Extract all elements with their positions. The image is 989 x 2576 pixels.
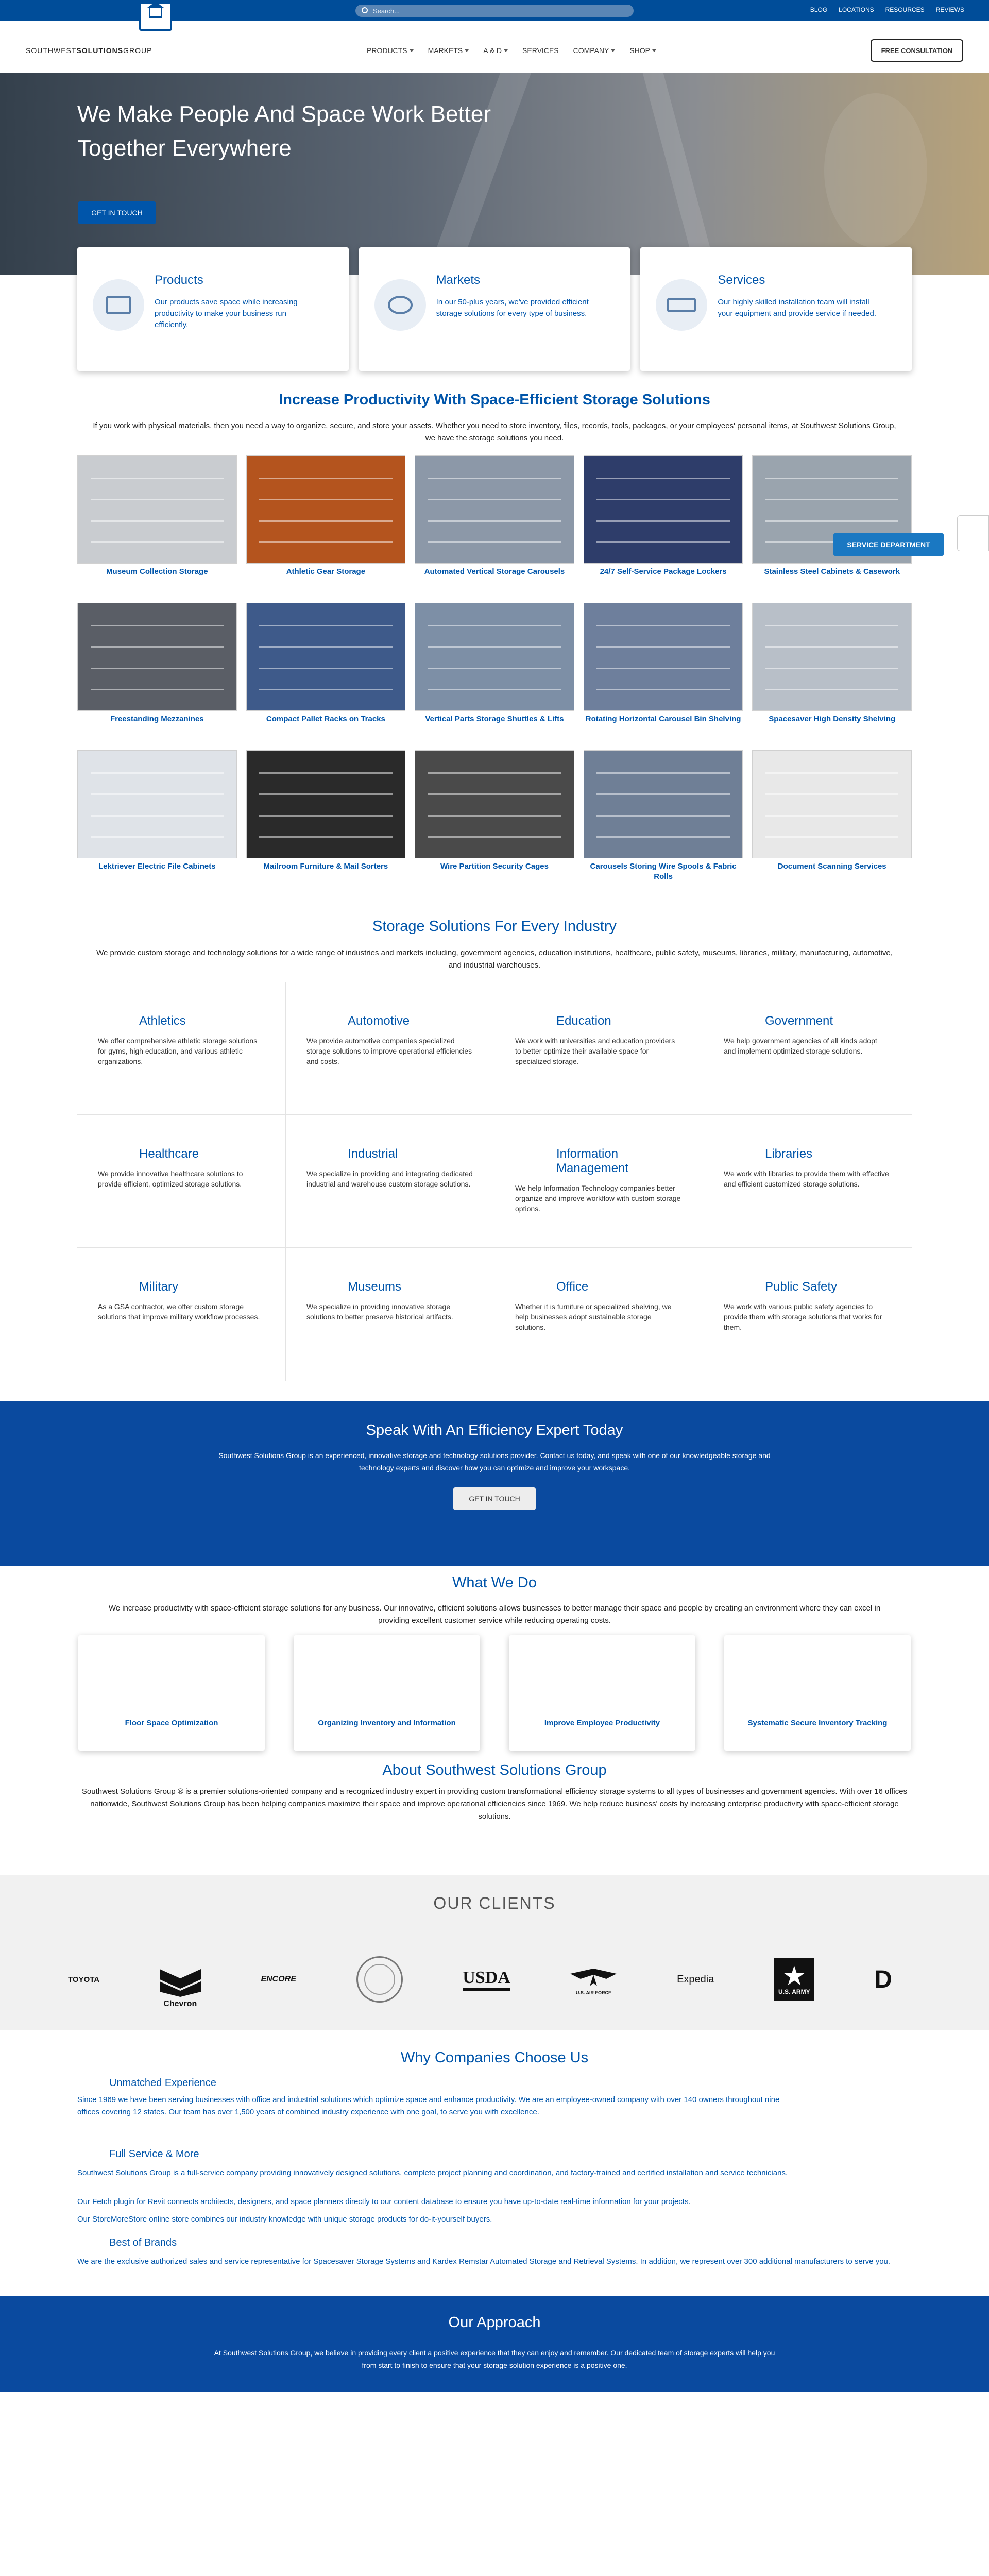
why-text-experience: Since 1969 we have been serving businesses with office and industrial solutions which optimize space and enhance productivity. We are an employee-owned company with over 140 owners throughout nine offices covering 12 states. Our team has over 1,500 years of combined industry experience with one goal, to serve you with excellence.	[77, 2095, 780, 2116]
industry-card[interactable]	[77, 1248, 286, 1381]
product-tile[interactable]	[77, 455, 237, 591]
shelf-line	[91, 541, 224, 543]
blog-link[interactable]: BLOG	[810, 6, 828, 13]
product-tile[interactable]	[246, 750, 406, 886]
productivity-text: If you work with physical materials, then you need a way to organize, secure, and store your assets. Whether you need to store inventory, files, records, tools, packages, or your employees' personal items, at Southwest Solutions Group, we have the storage solutions you need.	[93, 421, 896, 443]
shelf-line	[428, 625, 561, 626]
feature-cards	[77, 247, 912, 371]
shelf-line	[91, 689, 224, 690]
nav-label: A & D	[483, 46, 502, 55]
feature-card-products[interactable]	[77, 247, 349, 371]
industry-title: Automotive	[348, 1014, 410, 1028]
client-logo-usda: USDA	[463, 1968, 510, 1991]
approach-band	[0, 2296, 989, 2392]
seal-logo-icon	[356, 1956, 403, 2003]
product-title[interactable]: Athletic Gear Storage	[286, 567, 366, 576]
shelf-line	[91, 668, 224, 669]
industry-text: We work with various public safety agencies to provide them with storage solutions that works for them.	[724, 1302, 882, 1331]
brand-part-bold: SOLUTIONS	[76, 46, 124, 55]
reviews-link[interactable]: REVIEWS	[935, 6, 964, 13]
shelf-line	[91, 815, 224, 817]
industry-text: Whether it is furniture or specialized shelving, we help businesses adopt sustainable storage solutions.	[515, 1302, 672, 1331]
product-image	[584, 603, 743, 711]
why-heading-experience: Unmatched Experience	[109, 2077, 216, 2089]
about-title: About Southwest Solutions Group	[382, 1762, 607, 1778]
shelf-line	[91, 499, 224, 500]
chevron-down-icon	[652, 49, 656, 52]
expert-band	[0, 1401, 989, 1566]
brand-part: SOUTHWEST	[26, 46, 77, 55]
industry-title: Public Safety	[765, 1280, 838, 1294]
why-heading-full-service: Full Service & More	[109, 2148, 199, 2160]
nav-shop[interactable]	[629, 46, 656, 55]
what-we-do-text: We increase productivity with space-efficient storage solutions for any business. Our innovative, efficient solutions allows businesses to better manage their space and people by creating an environment where they can excel in providing excellent customer service while reducing operating costs.	[108, 1604, 881, 1625]
industry-icon	[515, 1033, 546, 1064]
shelf-line	[91, 625, 224, 626]
industry-card[interactable]	[286, 982, 494, 1115]
search-input[interactable]	[373, 7, 620, 15]
shelf-line	[428, 772, 561, 774]
industry-card[interactable]	[494, 982, 703, 1115]
product-title[interactable]: Lektriever Electric File Cabinets	[98, 862, 216, 871]
product-tile[interactable]	[752, 603, 912, 739]
chevron-logo-icon	[160, 1951, 201, 1997]
truck-icon	[656, 279, 707, 331]
feature-text: In our 50-plus years, we've provided efficient storage solutions for every type of business.	[436, 298, 589, 318]
product-tile[interactable]	[246, 603, 406, 739]
what-card-label: Organizing Inventory and Information	[318, 1719, 456, 1727]
product-image	[584, 750, 743, 858]
industry-title: Military	[139, 1280, 178, 1294]
industry-icon	[98, 1033, 129, 1064]
product-title[interactable]: Stainless Steel Cabinets & Casework	[764, 567, 900, 576]
product-title[interactable]: Museum Collection Storage	[106, 567, 208, 576]
industry-card[interactable]	[703, 1115, 912, 1248]
industry-title: Government	[765, 1014, 833, 1028]
industry-card[interactable]	[286, 1115, 494, 1248]
brand-part: GROUP	[123, 46, 152, 55]
client-logo-army	[774, 1958, 814, 2001]
shelf-line	[259, 772, 392, 774]
product-image	[752, 750, 912, 858]
industry-title: Athletics	[139, 1014, 186, 1028]
industry-title: Healthcare	[139, 1147, 199, 1161]
house-logo-icon	[149, 8, 162, 18]
why-text-storemore: Our StoreMoreStore online store combines our industry knowledge with unique storage products for do-it-yourself buyers.	[77, 2215, 492, 2224]
client-logo-air-force	[570, 1963, 617, 1995]
industry-text: We specialize in providing and integrating dedicated industrial and warehouse custom storage solutions.	[306, 1170, 473, 1188]
shelf-line	[259, 478, 392, 479]
shelf-line	[596, 646, 729, 648]
hero-image-beam	[642, 73, 717, 275]
clients-section	[0, 1875, 989, 2030]
shelf-line	[765, 646, 898, 648]
industry-text: We provide automotive companies specialized storage solutions to improve operational efficiencies and costs.	[306, 1037, 472, 1065]
nav-label: COMPANY	[573, 46, 609, 55]
shelf-line	[259, 541, 392, 543]
shelf-line	[765, 520, 898, 522]
product-image	[246, 603, 406, 711]
hero-title: We Make People And Space Work Better Together Everywhere	[77, 101, 491, 161]
industry-text: We work with universities and education providers to better optimize their available space for specialized storage.	[515, 1037, 675, 1065]
shelf-line	[596, 836, 729, 838]
why-text-brands: We are the exclusive authorized sales and service representative for Spacesaver Storage Systems and Kardex Remstar Automated Storage and Retrieval Systems. In addition, we represent over 300 additional manufacturers to serve you.	[77, 2257, 891, 2266]
resources-link[interactable]: RESOURCES	[885, 6, 925, 13]
product-title[interactable]: Mailroom Furniture & Mail Sorters	[263, 862, 388, 871]
product-tile[interactable]	[77, 603, 237, 739]
industry-title: Education	[556, 1014, 611, 1028]
product-title[interactable]: Carousels Storing Wire Spools & Fabric Rolls	[590, 862, 737, 881]
what-we-do-title: What We Do	[452, 1574, 537, 1591]
client-logo-seal	[356, 1956, 403, 2003]
shelf-line	[428, 499, 561, 500]
industry-text: We help government agencies of all kinds adopt and implement optimized storage solutions.	[724, 1037, 877, 1055]
industry-text: We work with libraries to provide them with effective and efficient customized storage solutions.	[724, 1170, 889, 1188]
shelf-line	[596, 520, 729, 522]
industry-icon	[515, 1299, 546, 1330]
industry-icon	[515, 1166, 546, 1197]
product-image	[246, 750, 406, 858]
why-title: Why Companies Choose Us	[400, 2049, 589, 2066]
what-card[interactable]	[294, 1635, 480, 1751]
shelf-line	[428, 836, 561, 838]
industry-text: As a GSA contractor, we offer custom storage solutions that improve military workflow processes.	[98, 1302, 260, 1321]
what-card[interactable]	[724, 1635, 911, 1751]
shelf-line	[259, 815, 392, 817]
client-logo-expedia: Expedia	[677, 1973, 714, 1985]
shelf-line	[259, 499, 392, 500]
product-title[interactable]: Spacesaver High Density Shelving	[769, 715, 896, 723]
nav-label: PRODUCTS	[367, 46, 407, 55]
what-card[interactable]	[78, 1635, 265, 1751]
chevron-down-icon	[504, 49, 508, 52]
product-title[interactable]: Automated Vertical Storage Carousels	[424, 567, 565, 576]
shelf-line	[428, 541, 561, 543]
product-tile[interactable]	[246, 455, 406, 591]
shelf-line	[765, 668, 898, 669]
product-title[interactable]: 24/7 Self-Service Package Lockers	[600, 567, 727, 576]
industry-title: Industrial	[348, 1147, 398, 1161]
shelf-line	[259, 625, 392, 626]
site-logo[interactable]	[139, 2, 172, 31]
industry-card[interactable]	[77, 982, 286, 1115]
client-logos	[68, 1948, 892, 2010]
industry-grid	[77, 982, 912, 1381]
nav-label: SERVICES	[522, 46, 559, 55]
client-logo-chevron	[160, 1951, 201, 2009]
industry-icon	[306, 1033, 337, 1064]
hero-image-beam	[824, 93, 927, 248]
free-consultation-button[interactable]: FREE CONSULTATION	[871, 39, 963, 62]
shelf-line	[259, 520, 392, 522]
industry-icon	[306, 1166, 337, 1197]
industry-title: Information Management	[556, 1147, 629, 1175]
brand-wordmark[interactable]	[26, 46, 152, 55]
shelf-line	[259, 668, 392, 669]
search-icon	[362, 7, 368, 13]
shelf-line	[428, 689, 561, 690]
product-image	[415, 750, 574, 858]
product-title[interactable]: Wire Partition Security Cages	[440, 862, 549, 871]
product-tile[interactable]	[415, 455, 574, 591]
feature-card-services[interactable]	[640, 247, 912, 371]
industry-icon	[306, 1299, 337, 1330]
industry-text: We offer comprehensive athletic storage solutions for gyms, high education, and various athletic organizations.	[98, 1037, 258, 1065]
shelf-line	[428, 815, 561, 817]
client-logo-text: Chevron	[163, 1999, 197, 2008]
shelf-line	[91, 772, 224, 774]
shelf-line	[428, 668, 561, 669]
what-we-do-cards	[78, 1635, 911, 1751]
chevron-down-icon	[611, 49, 615, 52]
shelf-line	[596, 815, 729, 817]
what-card-label: Improve Employee Productivity	[544, 1719, 660, 1727]
industry-text: We specialize in providing innovative storage solutions to better preserve historical artifacts.	[306, 1302, 453, 1321]
industry-title: Museums	[348, 1280, 402, 1294]
product-title[interactable]: Vertical Parts Storage Shuttles & Lifts	[425, 715, 564, 723]
shelf-line	[91, 646, 224, 648]
shelf-line	[428, 646, 561, 648]
nav-products[interactable]	[367, 46, 414, 55]
product-tile[interactable]	[77, 750, 237, 886]
why-heading-brands: Best of Brands	[109, 2237, 177, 2248]
product-image	[415, 455, 574, 564]
industry-card[interactable]	[77, 1115, 286, 1248]
shelf-line	[596, 541, 729, 543]
industry-card[interactable]	[703, 1248, 912, 1381]
shelf-line	[596, 772, 729, 774]
shelving-icon	[93, 279, 144, 331]
about-text: Southwest Solutions Group ® is a premier solutions-oriented company and a recognized industry expert in providing custom transformational efficiency storage systems to all types of businesses and government agencies. With over 16 offices nationwide, Southwest Solutions Group has been helping companies maximize their space and improve operational efficiencies since 1969. We help reduce business' costs by increasing enterprise productivity with space-efficient storage solutions.	[81, 1787, 908, 1821]
shelf-line	[91, 478, 224, 479]
feature-text: Our highly skilled installation team will install your equipment and provide service if needed.	[718, 298, 877, 318]
approach-text: At Southwest Solutions Group, we believe in providing every client a positive experience that they can enjoy and remember. Our dedicated team of storage experts will help you from start to finish to ensure that your storage solution experience is a positive one.	[214, 2349, 775, 2369]
nav-label: MARKETS	[428, 46, 463, 55]
nav-services[interactable]	[522, 46, 559, 55]
client-logo-partial: D	[874, 1965, 892, 1993]
product-image	[752, 603, 912, 711]
shelf-line	[765, 815, 898, 817]
productivity-title: Increase Productivity With Space-Efficient Storage Solutions	[279, 392, 710, 408]
air-force-wings-icon	[570, 1963, 617, 1989]
industry-icon	[98, 1166, 129, 1197]
client-logo-text: U.S. AIR FORCE	[575, 1990, 612, 1995]
product-image	[584, 455, 743, 564]
product-title[interactable]: Rotating Horizontal Carousel Bin Shelving	[585, 715, 741, 723]
product-tile[interactable]	[584, 455, 743, 591]
shelf-line	[259, 836, 392, 838]
product-tile[interactable]	[415, 603, 574, 739]
product-image	[246, 455, 406, 564]
expert-get-in-touch-button[interactable]: GET IN TOUCH	[453, 1487, 536, 1510]
shelf-line	[765, 478, 898, 479]
shelf-line	[765, 689, 898, 690]
shelf-line	[428, 478, 561, 479]
chevron-down-icon	[465, 49, 469, 52]
product-grid	[77, 455, 912, 886]
main-nav	[367, 46, 656, 55]
hero-banner	[0, 73, 989, 275]
army-star-icon: ★	[783, 1962, 805, 1989]
shelf-line	[259, 646, 392, 648]
product-tile[interactable]	[584, 750, 743, 886]
industry-icon	[724, 1033, 755, 1064]
shelf-line	[765, 772, 898, 774]
product-image	[415, 603, 574, 711]
shelf-line	[259, 793, 392, 795]
industry-card[interactable]	[286, 1248, 494, 1381]
industry-icon	[724, 1299, 755, 1330]
industry-icon	[724, 1166, 755, 1197]
shelf-line	[596, 668, 729, 669]
feature-title: Markets	[436, 273, 481, 287]
locations-link[interactable]: LOCATIONS	[839, 6, 874, 13]
why-text-fetch: Our Fetch plugin for Revit connects architects, designers, and space planners directly to our content database to ensure you have up-to-date real-time information for your projects.	[77, 2197, 691, 2206]
product-title[interactable]: Document Scanning Services	[777, 862, 886, 871]
expert-text: Southwest Solutions Group is an experienced, innovative storage and technology solutions provider. Contact us today, and speak with one of our knowledgeable storage and technology experts and discover how you can optimize and improve your workspace.	[218, 1451, 771, 1472]
product-tile[interactable]	[752, 750, 912, 886]
product-tile[interactable]	[584, 603, 743, 739]
client-logo-toyota: TOYOTA	[68, 1975, 100, 1984]
chevron-down-icon	[410, 49, 414, 52]
industry-card[interactable]	[494, 1115, 703, 1248]
shelf-line	[765, 499, 898, 500]
shelf-line	[428, 793, 561, 795]
industries-title: Storage Solutions For Every Industry	[372, 918, 617, 935]
industry-text: We help Information Technology companies better organize and improve workflow with custom storage options.	[515, 1184, 681, 1213]
shelf-line	[596, 478, 729, 479]
product-image	[77, 750, 237, 858]
industry-text: We provide innovative healthcare solutions to provide efficient, optimized storage solutions.	[98, 1170, 243, 1188]
puzzle-icon	[374, 279, 426, 331]
service-department-tab[interactable]: SERVICE DEPARTMENT	[833, 533, 944, 556]
client-logo-text: U.S. ARMY	[778, 1988, 810, 1995]
feature-card-markets[interactable]	[359, 247, 630, 371]
shelf-line	[596, 793, 729, 795]
what-card-label: Systematic Secure Inventory Tracking	[747, 1719, 888, 1727]
industry-card[interactable]	[703, 982, 912, 1115]
nav-a-and-d[interactable]	[483, 46, 508, 55]
nav-markets[interactable]	[428, 46, 469, 55]
approach-title: Our Approach	[448, 2314, 541, 2331]
nav-company[interactable]	[573, 46, 616, 55]
shelf-line	[91, 520, 224, 522]
feature-text: Our products save space while increasing productivity to make your business run efficiently.	[155, 298, 298, 329]
product-title[interactable]: Compact Pallet Racks on Tracks	[266, 715, 385, 723]
product-image	[77, 455, 237, 564]
feature-title: Services	[718, 273, 765, 287]
client-logo-encore: ENCORE	[261, 1975, 296, 1984]
clients-title: OUR CLIENTS	[433, 1894, 556, 1912]
site-search[interactable]	[355, 5, 634, 17]
shelf-line	[765, 625, 898, 626]
product-tile[interactable]	[415, 750, 574, 886]
product-image	[77, 603, 237, 711]
what-card[interactable]	[509, 1635, 695, 1751]
shelf-line	[596, 625, 729, 626]
side-panel-edge[interactable]	[957, 515, 989, 551]
shelf-line	[91, 793, 224, 795]
nav-label: SHOP	[629, 46, 651, 55]
product-tile[interactable]	[752, 455, 912, 591]
utility-links	[810, 6, 964, 13]
why-text-full-service: Southwest Solutions Group is a full-service company providing innovatively designed solutions, complete project planning and coordination, and factory-trained and certified installation and service technicians.	[77, 2168, 788, 2177]
shelf-line	[765, 836, 898, 838]
shelf-line	[596, 689, 729, 690]
what-card-label: Floor Space Optimization	[125, 1719, 218, 1727]
industry-icon	[98, 1299, 129, 1330]
industry-title: Office	[556, 1280, 589, 1294]
feature-title: Products	[155, 273, 203, 287]
shelf-line	[765, 793, 898, 795]
product-title[interactable]: Freestanding Mezzanines	[110, 715, 204, 723]
hero-get-in-touch-button[interactable]: GET IN TOUCH	[78, 201, 156, 224]
industry-card[interactable]	[494, 1248, 703, 1381]
shelf-line	[428, 520, 561, 522]
industries-text: We provide custom storage and technology solutions for a wide range of industries and markets including, government agencies, education institutions, healthcare, public safety, museums, libraries, military, manufacturing, automotive, and industrial warehouses.	[96, 948, 893, 970]
shelf-line	[259, 689, 392, 690]
industry-title: Libraries	[765, 1147, 813, 1161]
shelf-line	[91, 836, 224, 838]
expert-title: Speak With An Efficiency Expert Today	[366, 1422, 623, 1438]
shelf-line	[596, 499, 729, 500]
